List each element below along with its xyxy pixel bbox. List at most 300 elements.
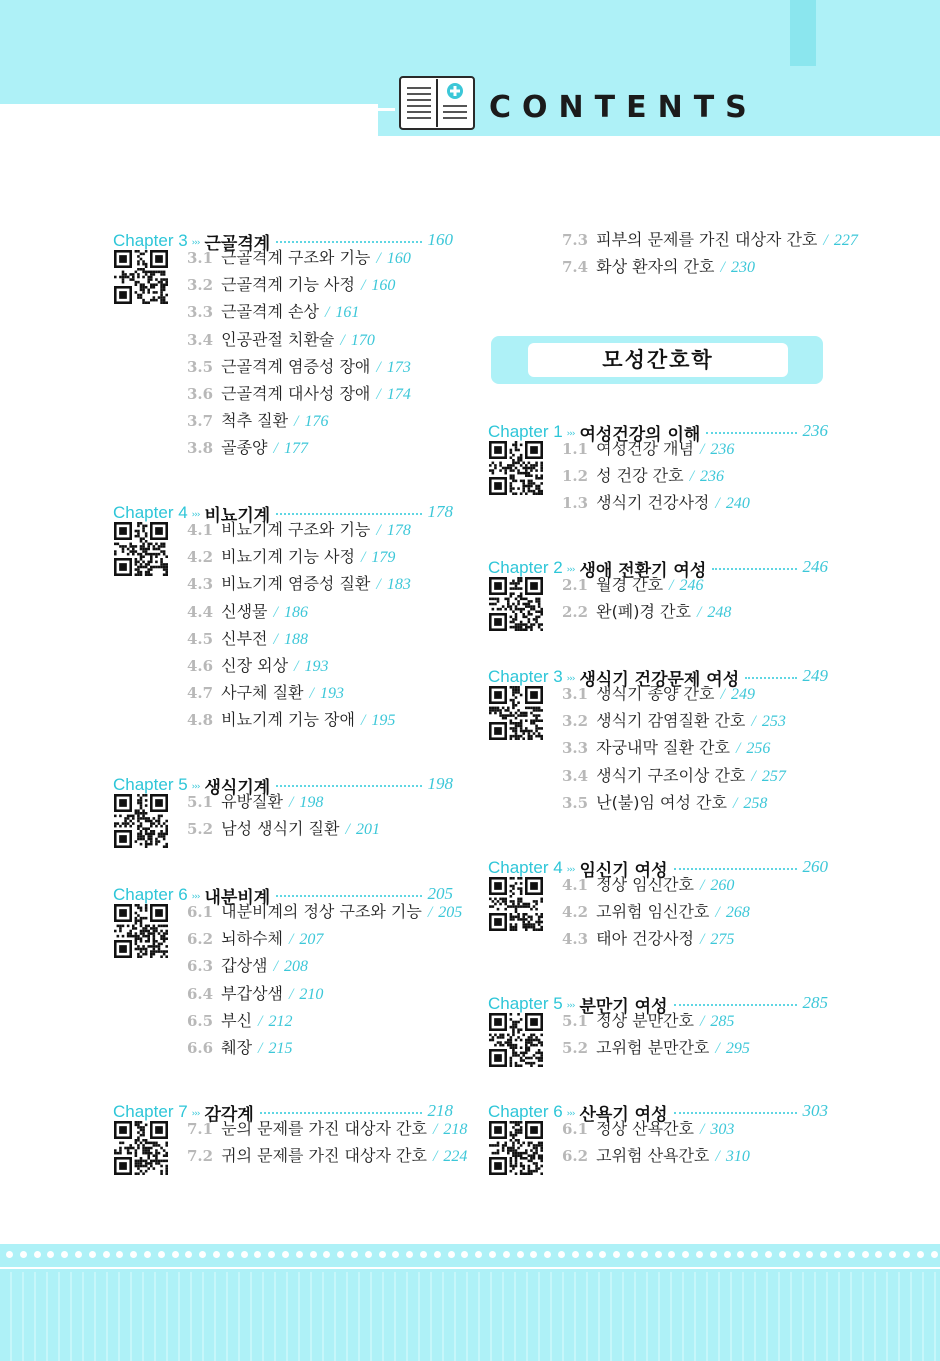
slash-separator: / — [273, 958, 278, 976]
slash-separator: / — [720, 686, 725, 703]
item-number: 6.3 — [187, 957, 214, 976]
item-page: 161 — [335, 304, 360, 322]
footer-dot — [765, 1251, 772, 1258]
item-page: 176 — [304, 413, 329, 431]
item-page: 205 — [438, 904, 463, 921]
chapter-title: 근골격계 — [204, 233, 271, 254]
footer-dot — [130, 1251, 137, 1258]
footer-dot — [793, 1251, 800, 1258]
footer-dot — [227, 1251, 234, 1258]
toc-item[interactable] — [187, 818, 380, 840]
chevron-right-icon: ››› — [191, 1109, 200, 1119]
header-divider — [0, 108, 395, 111]
slash-separator: / — [689, 468, 695, 486]
item-number: 5.2 — [187, 820, 214, 839]
item-page: 198 — [299, 794, 324, 811]
item-page: 246 — [679, 577, 704, 594]
chapter-label: Chapter 3 — [488, 667, 563, 686]
chapter-label: Chapter 7 — [113, 1102, 188, 1121]
qr-code-icon[interactable] — [114, 522, 168, 576]
item-title: 생식기 구조이상 간호 — [596, 765, 746, 785]
item-number: 7.2 — [187, 1147, 214, 1166]
item-title: 뇌하수체 — [221, 929, 283, 949]
toc-item[interactable] — [562, 438, 734, 460]
footer-dot — [461, 1251, 468, 1258]
toc-item[interactable] — [562, 492, 750, 514]
item-page: 208 — [283, 958, 308, 976]
item-number: 7.4 — [562, 258, 589, 277]
leader-dots — [674, 868, 797, 870]
chapter-title: 분만기 여성 — [579, 996, 668, 1017]
item-title: 고위험 임신간호 — [596, 902, 710, 922]
slash-separator: / — [699, 931, 705, 949]
chapter-page: 249 — [802, 666, 828, 685]
slash-separator: / — [288, 931, 294, 949]
slash-separator: / — [376, 358, 381, 376]
toc-item[interactable] — [187, 682, 344, 704]
item-page: 193 — [304, 658, 329, 675]
leader-dots — [276, 513, 421, 515]
item-page: 177 — [283, 440, 308, 458]
slash-separator: / — [360, 712, 366, 730]
item-page: 268 — [725, 904, 750, 922]
item-page: 256 — [746, 740, 771, 758]
chevron-right-icon: ››› — [191, 782, 200, 792]
slash-separator: / — [294, 413, 299, 431]
footer-dot — [241, 1251, 248, 1258]
footer-dot — [572, 1251, 579, 1258]
chapter-label: Chapter 4 — [488, 858, 563, 877]
item-number: 3.5 — [187, 357, 214, 376]
toc-item[interactable] — [187, 655, 328, 677]
toc-item[interactable] — [187, 955, 308, 977]
item-number: 4.3 — [187, 575, 214, 594]
item-number: 6.1 — [187, 903, 214, 921]
chapter-title: 내분비계 — [204, 887, 271, 908]
chevron-right-icon: ››› — [566, 865, 575, 875]
item-title: 근골격계 염증성 장애 — [221, 356, 371, 376]
chapter-title: 임신기 여성 — [579, 860, 668, 881]
footer-dot — [737, 1251, 744, 1258]
item-page: 160 — [371, 277, 396, 295]
toc-item[interactable] — [187, 410, 328, 432]
item-title: 비뇨기계 염증성 질환 — [221, 574, 371, 594]
footer-dot — [862, 1251, 869, 1258]
toc-item[interactable] — [562, 1145, 750, 1167]
item-number: 6.6 — [187, 1039, 214, 1057]
footer-dot — [254, 1251, 261, 1258]
chapter-page: 303 — [802, 1101, 828, 1120]
item-title: 비뇨기계 기능 사정 — [221, 547, 355, 567]
item-title: 비뇨기계 기능 장애 — [221, 710, 355, 730]
footer-dot — [668, 1251, 675, 1258]
item-page: 178 — [386, 522, 411, 539]
footer-dot — [627, 1251, 634, 1258]
item-number: 1.1 — [562, 440, 589, 458]
item-number: 4.7 — [187, 684, 214, 703]
item-number: 4.1 — [187, 521, 214, 539]
footer-dot — [61, 1251, 68, 1258]
item-title: 고위험 분만간호 — [596, 1038, 710, 1058]
item-title: 눈의 문제를 가진 대상자 간호 — [221, 1119, 427, 1138]
slash-separator: / — [345, 821, 350, 839]
item-page: 248 — [707, 604, 732, 622]
item-number: 5.1 — [187, 793, 214, 811]
chapter-label: Chapter 6 — [488, 1102, 563, 1121]
footer-dot — [558, 1251, 565, 1258]
slash-separator: / — [715, 1040, 720, 1058]
footer-dot — [586, 1251, 593, 1258]
item-title: 신부전 — [221, 628, 268, 648]
toc-item[interactable] — [562, 1118, 734, 1140]
toc-item[interactable] — [187, 1118, 467, 1140]
item-title: 근골격계 손상 — [221, 302, 319, 322]
chapter-page: 178 — [427, 502, 453, 521]
footer-dot — [475, 1251, 482, 1258]
toc-item[interactable] — [562, 928, 734, 950]
item-number: 3.1 — [562, 685, 589, 703]
toc-item[interactable] — [562, 574, 703, 596]
item-page: 258 — [743, 794, 768, 812]
footer-dot — [34, 1251, 41, 1258]
footer-dot — [172, 1251, 179, 1258]
toc-item[interactable] — [562, 710, 786, 732]
footer-dot — [20, 1251, 27, 1258]
toc-item[interactable] — [562, 229, 858, 251]
footer-dot — [434, 1251, 441, 1258]
footer-dot — [392, 1251, 399, 1258]
item-title: 인공관절 치환술 — [221, 329, 335, 349]
item-number: 7.3 — [562, 231, 589, 249]
item-number: 3.1 — [187, 249, 214, 267]
chapter-title: 생애 전환기 여성 — [579, 560, 707, 581]
slash-separator: / — [360, 549, 366, 567]
item-page: 212 — [268, 1012, 293, 1030]
chapter-label: Chapter 6 — [113, 885, 188, 904]
item-page: 188 — [283, 630, 308, 648]
qr-code-icon[interactable] — [489, 686, 543, 740]
item-title: 피부의 문제를 가진 대상자 간호 — [596, 230, 818, 249]
chapter-page: 205 — [427, 884, 453, 903]
header-tab-extension — [820, 100, 940, 136]
chapter-label: Chapter 5 — [113, 775, 188, 794]
footer-dot — [448, 1251, 455, 1258]
toc-item[interactable] — [187, 901, 462, 923]
item-title: 고위험 산욕간호 — [596, 1146, 710, 1166]
footer-dot — [379, 1251, 386, 1258]
toc-item[interactable] — [187, 983, 323, 1005]
item-page: 224 — [443, 1148, 468, 1166]
item-title: 생식기 건강사정 — [596, 493, 710, 513]
item-number: 4.2 — [562, 903, 589, 922]
footer-dot — [420, 1251, 427, 1258]
leader-dots — [276, 241, 421, 243]
toc-item[interactable] — [562, 1010, 734, 1032]
qr-code-icon[interactable] — [489, 877, 543, 931]
item-title: 월경 간호 — [596, 575, 664, 594]
footer-dot — [834, 1251, 841, 1258]
item-page: 215 — [268, 1040, 293, 1057]
footer-dot — [116, 1251, 123, 1258]
item-title: 정상 임신간호 — [596, 875, 694, 894]
toc-item[interactable] — [562, 601, 731, 623]
toc-item[interactable] — [187, 1037, 292, 1059]
leader-dots — [276, 785, 421, 787]
toc-item[interactable] — [187, 573, 411, 595]
toc-item[interactable] — [187, 274, 395, 296]
footer-dot — [751, 1251, 758, 1258]
item-number: 3.4 — [187, 330, 214, 349]
qr-code-icon[interactable] — [489, 577, 543, 631]
toc-item[interactable] — [187, 519, 411, 541]
toc-item[interactable] — [187, 546, 395, 568]
slash-separator: / — [432, 1148, 438, 1166]
item-page: 236 — [710, 441, 735, 458]
item-title: 근골격계 기능 사정 — [221, 275, 355, 295]
footer-dot — [75, 1251, 82, 1258]
slash-separator: / — [258, 1040, 263, 1057]
toc-item[interactable] — [562, 765, 786, 787]
slash-separator: / — [376, 522, 381, 539]
item-number: 4.8 — [187, 711, 214, 730]
qr-code-icon[interactable] — [489, 1013, 543, 1067]
item-title: 여성건강 개념 — [596, 439, 694, 458]
item-number: 4.6 — [187, 657, 214, 675]
chapter-title: 생식기 건강문제 여성 — [579, 669, 740, 690]
item-title: 완(폐)경 간호 — [596, 602, 691, 622]
slash-separator: / — [258, 1012, 263, 1030]
leader-dots — [706, 432, 796, 434]
footer-dot — [655, 1251, 662, 1258]
item-title: 태아 건강사정 — [596, 929, 694, 949]
footer-dot — [144, 1251, 151, 1258]
slash-separator: / — [669, 577, 674, 594]
footer-dot — [282, 1251, 289, 1258]
footer-dot — [875, 1251, 882, 1258]
footer-stripes — [0, 1272, 940, 1361]
toc-item[interactable] — [187, 1145, 467, 1167]
footer-dot — [710, 1251, 717, 1258]
item-title: 생식기 종양 간호 — [596, 684, 715, 703]
item-page: 310 — [725, 1148, 750, 1166]
chevron-right-icon: ››› — [566, 674, 575, 684]
slash-separator: / — [823, 232, 828, 249]
slash-separator: / — [751, 767, 756, 785]
toc-item[interactable] — [187, 437, 308, 459]
item-page: 275 — [710, 931, 735, 949]
slash-separator: / — [696, 604, 702, 622]
item-title: 사구체 질환 — [221, 683, 304, 703]
footer-dot — [351, 1251, 358, 1258]
toc-item[interactable] — [562, 465, 724, 487]
item-number: 2.2 — [562, 603, 589, 622]
slash-separator: / — [376, 250, 381, 267]
item-title: 부신 — [221, 1010, 253, 1030]
item-page: 253 — [761, 713, 786, 731]
toc-item[interactable] — [187, 709, 395, 731]
item-title: 난(불)임 여성 간호 — [596, 792, 727, 812]
item-page: 295 — [725, 1040, 750, 1058]
slash-separator: / — [288, 794, 294, 811]
footer-dot — [917, 1251, 924, 1258]
item-page: 160 — [386, 250, 411, 267]
footer-dot — [6, 1251, 13, 1258]
footer-dot — [724, 1251, 731, 1258]
footer-dot — [296, 1251, 303, 1258]
slash-separator: / — [699, 1013, 705, 1030]
book-icon — [399, 76, 475, 130]
footer-divider — [0, 1267, 940, 1269]
item-title: 갑상샘 — [221, 956, 268, 976]
slash-separator: / — [715, 1148, 720, 1166]
chapter-label: Chapter 2 — [488, 558, 563, 577]
chapter-title: 감각계 — [204, 1104, 254, 1125]
item-number: 4.5 — [187, 629, 214, 648]
footer-dot — [47, 1251, 54, 1258]
item-page: 240 — [725, 495, 750, 513]
chapter-label: Chapter 1 — [488, 422, 563, 441]
item-page: 174 — [386, 386, 411, 403]
item-title: 척추 질환 — [221, 411, 289, 431]
toc-item[interactable] — [187, 383, 411, 405]
item-title: 유방질환 — [221, 792, 283, 811]
item-page: 303 — [710, 1121, 735, 1138]
chapter-title: 여성건강의 이해 — [579, 424, 701, 445]
toc-item[interactable] — [187, 628, 308, 650]
item-title: 신장 외상 — [221, 656, 289, 675]
item-title: 근골격계 대사성 장애 — [221, 384, 371, 403]
item-title: 정상 분만간호 — [596, 1011, 694, 1030]
toc-item[interactable] — [562, 901, 750, 923]
item-page: 218 — [443, 1121, 468, 1138]
chevron-right-icon: ››› — [566, 565, 575, 575]
slash-separator: / — [732, 794, 738, 812]
footer-dot — [89, 1251, 96, 1258]
item-number: 4.4 — [187, 602, 214, 621]
toc-item[interactable] — [562, 792, 767, 814]
slash-separator: / — [273, 630, 278, 648]
item-page: 230 — [730, 259, 755, 277]
footer-dot-row — [0, 1247, 940, 1263]
footer-dot — [365, 1251, 372, 1258]
item-title: 근골격계 구조와 기능 — [221, 248, 371, 267]
qr-code-icon[interactable] — [114, 794, 168, 848]
chevron-right-icon: ››› — [191, 238, 200, 248]
footer-dot — [337, 1251, 344, 1258]
toc-item[interactable] — [187, 1010, 292, 1032]
toc-item[interactable] — [562, 683, 755, 705]
item-page: 249 — [730, 686, 755, 703]
qr-code-icon[interactable] — [489, 1121, 543, 1175]
toc-item[interactable] — [187, 356, 411, 378]
footer-dot — [103, 1251, 110, 1258]
item-title: 생식기 감염질환 간호 — [596, 711, 746, 731]
item-title: 내분비계의 정상 구조와 기능 — [221, 902, 422, 921]
item-page: 207 — [299, 931, 324, 949]
item-number: 2.1 — [562, 576, 589, 594]
item-title: 성 건강 간호 — [596, 466, 684, 486]
footer-dot — [310, 1251, 317, 1258]
qr-code-icon[interactable] — [489, 441, 543, 495]
chevron-right-icon: ››› — [566, 1109, 575, 1119]
toc-item[interactable] — [187, 247, 411, 269]
toc-item[interactable] — [187, 301, 359, 323]
item-number: 1.2 — [562, 467, 589, 486]
item-number: 6.2 — [187, 930, 214, 949]
footer-dot — [489, 1251, 496, 1258]
item-title: 부갑상샘 — [221, 983, 283, 1003]
footer-dot — [889, 1251, 896, 1258]
chevron-right-icon: ››› — [566, 1001, 575, 1011]
chevron-right-icon: ››› — [566, 429, 575, 439]
item-number: 3.5 — [562, 793, 589, 812]
footer-dot — [268, 1251, 275, 1258]
footer-dot — [503, 1251, 510, 1258]
toc-item[interactable] — [187, 928, 323, 950]
slash-separator: / — [376, 386, 381, 403]
item-number: 4.2 — [187, 548, 214, 567]
toc-item[interactable] — [562, 874, 734, 896]
slash-separator: / — [751, 713, 756, 731]
slash-separator: / — [715, 904, 720, 922]
item-number: 3.2 — [562, 712, 589, 731]
footer-dot — [158, 1251, 165, 1258]
slash-separator: / — [715, 495, 720, 513]
footer-dot — [641, 1251, 648, 1258]
slash-separator: / — [294, 658, 299, 675]
qr-code-icon[interactable] — [114, 250, 168, 304]
item-number: 4.3 — [562, 930, 589, 949]
chapter-page: 218 — [427, 1101, 453, 1120]
slash-separator: / — [340, 331, 345, 349]
chapter-label: Chapter 3 — [113, 231, 188, 250]
item-number: 3.8 — [187, 439, 214, 458]
leader-dots — [674, 1112, 797, 1114]
item-number: 6.2 — [562, 1147, 589, 1166]
leader-dots — [276, 895, 421, 897]
slash-separator: / — [699, 877, 705, 894]
toc-item[interactable] — [187, 791, 323, 813]
slash-separator: / — [720, 259, 725, 277]
footer-dot — [406, 1251, 413, 1258]
chevron-right-icon: ››› — [191, 510, 200, 520]
item-number: 3.7 — [187, 412, 214, 431]
chapter-page: 198 — [427, 774, 453, 793]
item-title: 화상 환자의 간호 — [596, 257, 715, 277]
item-title: 신생물 — [221, 601, 268, 621]
toc-item[interactable] — [187, 601, 308, 623]
footer-dot — [530, 1251, 537, 1258]
qr-code-icon[interactable] — [114, 1121, 168, 1175]
qr-code-icon[interactable] — [114, 904, 168, 958]
toc-item[interactable] — [562, 737, 770, 759]
toc-item[interactable] — [562, 256, 755, 278]
item-number: 7.1 — [187, 1120, 214, 1138]
item-number: 3.4 — [562, 766, 589, 785]
item-title: 췌장 — [221, 1038, 253, 1057]
item-page: 183 — [386, 576, 411, 594]
slash-separator: / — [427, 904, 433, 921]
slash-separator: / — [735, 740, 741, 758]
toc-item[interactable] — [562, 1037, 750, 1059]
toc-item[interactable] — [187, 329, 375, 351]
item-page: 173 — [386, 358, 411, 376]
item-page: 186 — [283, 603, 308, 621]
item-number: 6.1 — [562, 1120, 589, 1138]
item-number: 1.3 — [562, 494, 589, 513]
chapter-label: Chapter 5 — [488, 994, 563, 1013]
slash-separator: / — [699, 441, 705, 458]
